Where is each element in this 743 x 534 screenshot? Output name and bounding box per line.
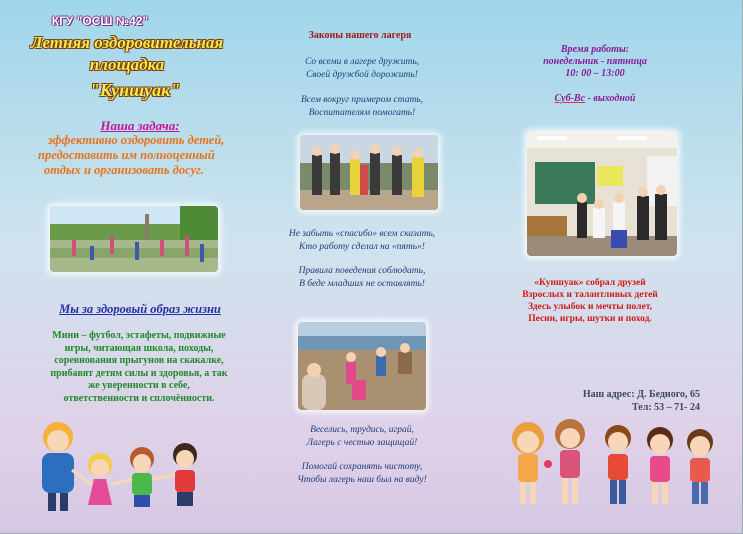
photo-sports-outdoors	[50, 206, 218, 272]
health-text: Мини – футбол, эстафеты, подвижные игры, читающая школа, походы, соревнования прыгунов на скакалке, прибавят детям силы и здоровья, а так же уверенности в себе, ответственности и сплочённости.	[50, 330, 228, 404]
photo-group-outdoors	[300, 135, 438, 210]
weekend-rest: - выходной	[585, 93, 636, 104]
hours-label: Время работы:	[560, 44, 630, 55]
weekend-days: Суб-Вс	[554, 93, 586, 104]
laws-heading: Законы нашего лагеря	[308, 30, 412, 41]
law-stanza-6: Помогай сохранять чистоту, Чтобы лагерь наш был на виду!	[297, 462, 427, 485]
cartoon-children-group-illustration	[500, 412, 725, 512]
org-name: КГУ "ОСШ №42"	[51, 14, 149, 28]
photo-picnic-river	[298, 322, 426, 410]
law-stanza-4: Правила поведения соблюдать, В беде младших не оставлять!	[298, 266, 426, 289]
title-line-3: "Куншуак"	[89, 80, 181, 100]
task-text: эффективно оздоровить детей, предоставить им полноценный отдых и организовать досуг.	[38, 133, 225, 177]
friends-verse: «Куншуак» собрал друзей Взрослых и талантливых детей Здесь улыбок и мечты полет, Песни, игры, шутки и поход.	[522, 278, 658, 324]
working-hours	[520, 44, 670, 80]
health-heading: Мы за здоровый образ жизни	[59, 302, 221, 316]
hours-time: 10: 00 – 13:00	[565, 68, 625, 79]
hours-days: понедельник - пятница	[543, 56, 647, 67]
contact-address	[540, 389, 700, 414]
task-heading: Наша задача:	[100, 118, 180, 133]
law-stanza-5: Веселись, трудись, играй, Лагерь с честью защищай!	[306, 425, 418, 448]
phone-line: Тел: 53 – 71- 24	[632, 401, 700, 413]
law-stanza-1: Со всеми в лагере дружить, Своей дружбой дорожить!	[304, 57, 420, 80]
weekend-info	[520, 93, 670, 104]
law-stanza-3: Не забыть «спасибо» всем сказать, Кто работу сделал на «пять»!	[288, 229, 436, 252]
cartoon-kids-illustration	[20, 415, 220, 515]
law-stanza-2: Всем вокруг примером стать, Воспитателям помогать!	[300, 95, 424, 118]
photo-classroom	[527, 132, 677, 256]
title-line-2: площадка	[89, 55, 165, 74]
address-line: Наш адрес: Д. Бедного, 65	[582, 389, 700, 400]
title-line-1: Летняя оздоровительная	[30, 33, 224, 52]
